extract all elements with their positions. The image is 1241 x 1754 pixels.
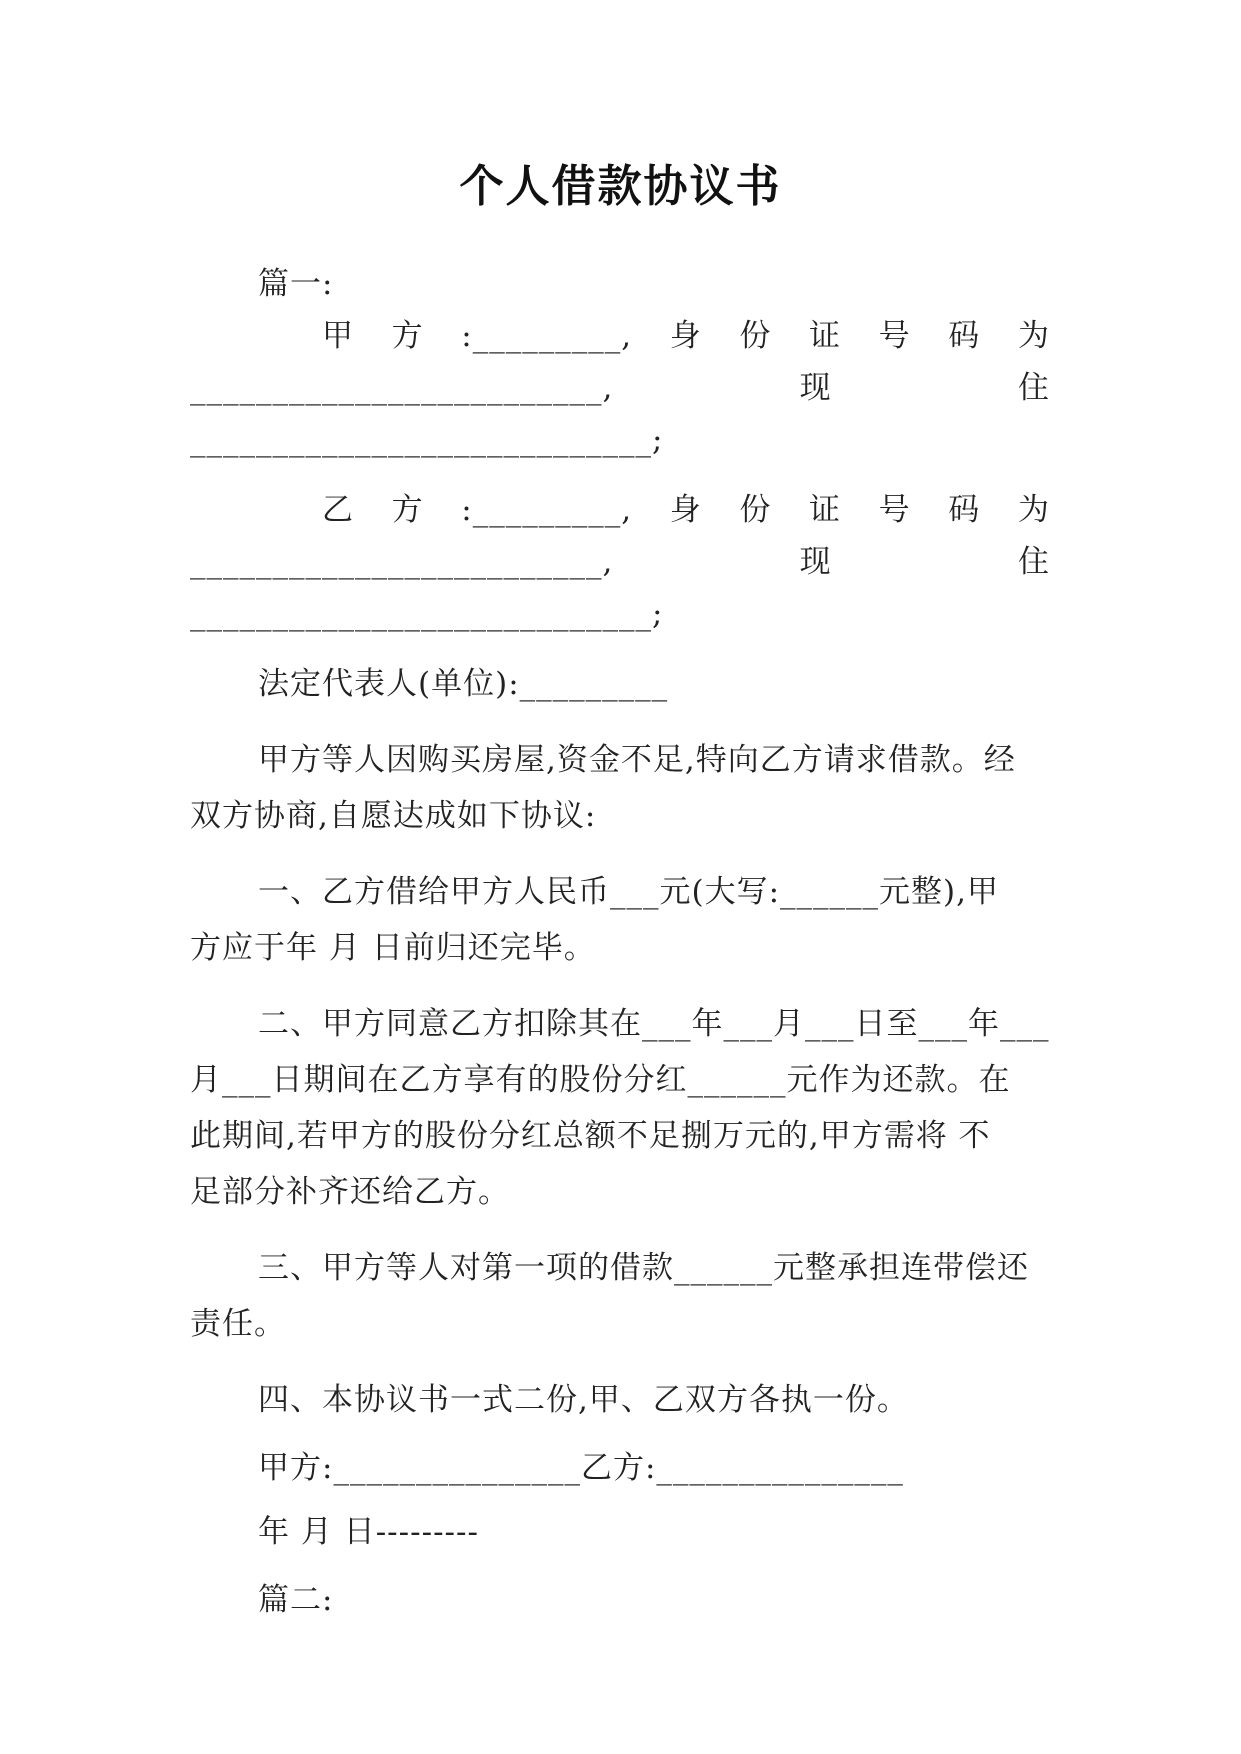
clause-1-line-2: 方应于年 月 日前归还完毕。 [190, 930, 596, 966]
date-line: 年 月 日--------- [258, 1514, 479, 1550]
paragraph-intro-2: 双方协商,自愿达成如下协议: [190, 798, 597, 834]
clause-4-line: 四、本协议书一式二份,甲、乙双方各执一份。 [258, 1382, 909, 1418]
party-a-address-1: 现 [799, 370, 832, 406]
party-a-id-1: 身 [669, 318, 702, 354]
party-a-char-1: 甲 [322, 318, 354, 354]
party-b-id-3: 证 [809, 492, 842, 528]
section-heading-2: 篇二: [258, 1582, 334, 1618]
party-b-id-5: 码 [948, 492, 981, 528]
party-b-id-4: 号 [878, 492, 911, 528]
party-b-id-2: 份 [739, 492, 772, 528]
signature-line: 甲方:_______________乙方:_______________ [258, 1450, 904, 1486]
clause-3-line-2: 责任。 [190, 1306, 286, 1342]
clause-2-line-1: 二、甲方同意乙方扣除其在___年___月___日至___年___ [258, 1006, 1050, 1042]
legal-representative-line: 法定代表人(单位):_________ [258, 666, 669, 702]
party-b-blank: :_________, [461, 492, 633, 528]
party-a-id-line [190, 368, 1050, 408]
party-b-id-6: 为 [1017, 492, 1050, 528]
party-a-id-blank: _________________________, [190, 370, 614, 406]
party-a-id-6: 为 [1017, 318, 1050, 354]
party-a-line [322, 316, 1050, 356]
party-a-char-2: 方 [391, 318, 424, 354]
party-b-address-blank: ____________________________; [190, 596, 664, 632]
party-a-id-4: 号 [878, 318, 911, 354]
party-a-id-2: 份 [739, 318, 772, 354]
clause-1-line-1: 一、乙方借给甲方人民币___元(大写:______元整),甲 [258, 874, 999, 910]
clause-2-line-4: 足部分补齐还给乙方。 [190, 1174, 510, 1210]
party-a-address-2: 住 [1017, 370, 1050, 406]
document-title: 个人借款协议书 [459, 161, 782, 212]
party-b-id-1: 身 [669, 492, 702, 528]
section-heading-1: 篇一: [258, 266, 334, 302]
party-b-id-blank: _________________________, [190, 544, 614, 580]
party-b-char-2: 方 [391, 492, 424, 528]
party-b-id-line [190, 542, 1050, 582]
party-b-address-2: 住 [1017, 544, 1050, 580]
party-a-address-blank: ____________________________; [190, 422, 664, 458]
party-b-line [322, 490, 1050, 530]
party-b-char-1: 乙 [322, 492, 354, 528]
party-a-id-5: 码 [948, 318, 981, 354]
clause-2-line-2: 月___日期间在乙方享有的股份分红______元作为还款。在 [190, 1062, 1011, 1098]
party-b-address-1: 现 [799, 544, 832, 580]
clause-2-line-3: 此期间,若甲方的股份分红总额不足捌万元的,甲方需将 不 [190, 1118, 991, 1154]
party-a-blank: :_________, [461, 318, 633, 354]
clause-3-line-1: 三、甲方等人对第一项的借款______元整承担连带偿还 [258, 1250, 1029, 1286]
party-a-id-3: 证 [809, 318, 842, 354]
paragraph-intro-1: 甲方等人因购买房屋,资金不足,特向乙方请求借款。经 [258, 742, 1016, 778]
